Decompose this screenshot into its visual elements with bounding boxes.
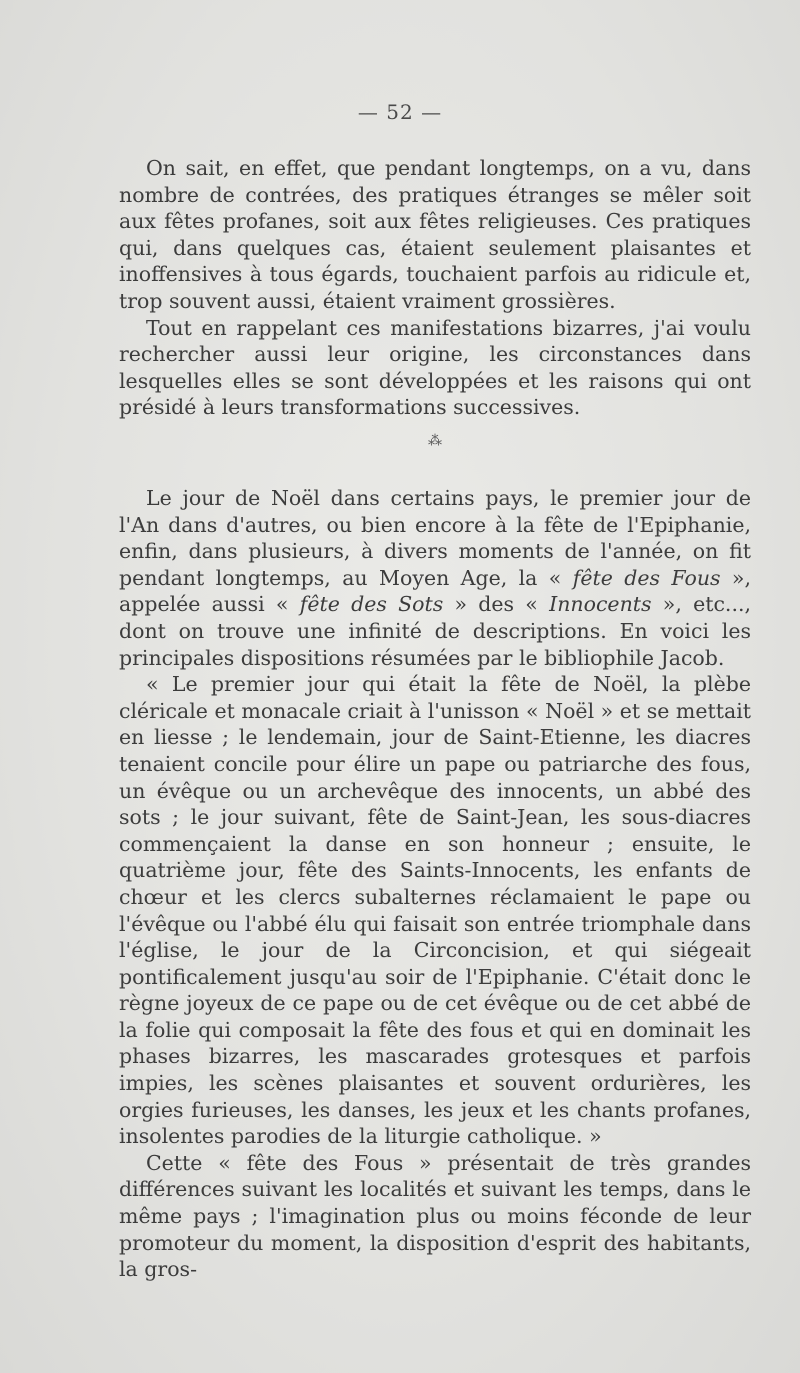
italic-term: Innocents — [549, 592, 652, 617]
asterism-separator: ⁂ — [428, 433, 442, 449]
intro-text — [119, 155, 751, 421]
text-run: », appelée aussi « — [119, 565, 751, 617]
paragraph: On sait, en effet, que pendant longtemps, on a vu, dans nombre de contrées, des pratiques étranges se mêler soit aux fêtes profanes, soit aux fêtes religieuses. Ces pratiques qui, dans quelques cas, étaient seulement plaisantes et inoffensives à tous égards, touchaient parfois au ridicule et, trop souvent aussi, étaient vraiment grossières. — [119, 156, 751, 313]
paragraph: Cette « fête des Fous » présentait de très grandes différences suivant les localités et suivant les temps, dans le même pays ; l'imagination plus ou moins féconde de leur promoteur du moment, la disposition d'esprit des habitants, la gros- — [119, 1150, 751, 1282]
text-run: Le jour de Noël dans certains pays, le premier jour de l'An dans d'autres, ou bien encore à la fête de l'Epiphanie, enfin, dans plusieurs, à divers moments de l'année, on fit pendant longtemps, au Moyen Age, la « — [119, 486, 751, 590]
text-run: » des « — [443, 592, 550, 617]
italic-term: fête des Fous — [572, 565, 721, 590]
page-number: — 52 — — [357, 100, 443, 124]
text-run: », etc..., dont on trouve une infinité de descriptions. En voici les principales dispositions résumées par le bibliophile Jacob. — [119, 592, 751, 670]
paragraph: Tout en rappelant ces manifestations bizarres, j'ai voulu rechercher aussi leur origine, les circonstances dans lesquelles elles se sont développées et les raisons qui ont présidé à leurs transformations successives. — [119, 315, 751, 420]
paragraph: « Le premier jour qui était la fête de Noël, la plèbe cléricale et monacale criait à l'unisson « Noël » et se mettait en liesse ; le lendemain, jour de Saint-Etienne, les diacres tenaient concile pour élire un pape ou patriarche des fous, un évêque ou un archevêque des innocents, un abbé des sots ; le jour suivant, fête de Saint-Jean, les sous-diacres commençaient la danse en son honneur ; ensuite, le quatrième jour, fête des Saints-Innocents, les enfants de chœur et les clercs subalternes réclamaient le pape ou l'évêque ou l'abbé élu qui faisait son entrée triomphale dans l'église, le jour de la Circoncision, et qui siégeait pontificalement jusqu'au soir de l'Epiphanie. C'était donc le règne joyeux de ce pape ou de cet évêque ou de cet abbé de la folie qui composait la fête des fous et qui en dominait les phases bizarres, les mascarades grotesques et parfois impies, les scènes plaisantes et souvent ordurières, les orgies furieuses, les danses, les jeux et les chants profanes, insolentes parodies de la liturgie catholique. » — [119, 672, 751, 1149]
main-text — [119, 485, 751, 1283]
paragraph — [119, 485, 751, 671]
italic-term: fête des Sots — [299, 592, 444, 617]
